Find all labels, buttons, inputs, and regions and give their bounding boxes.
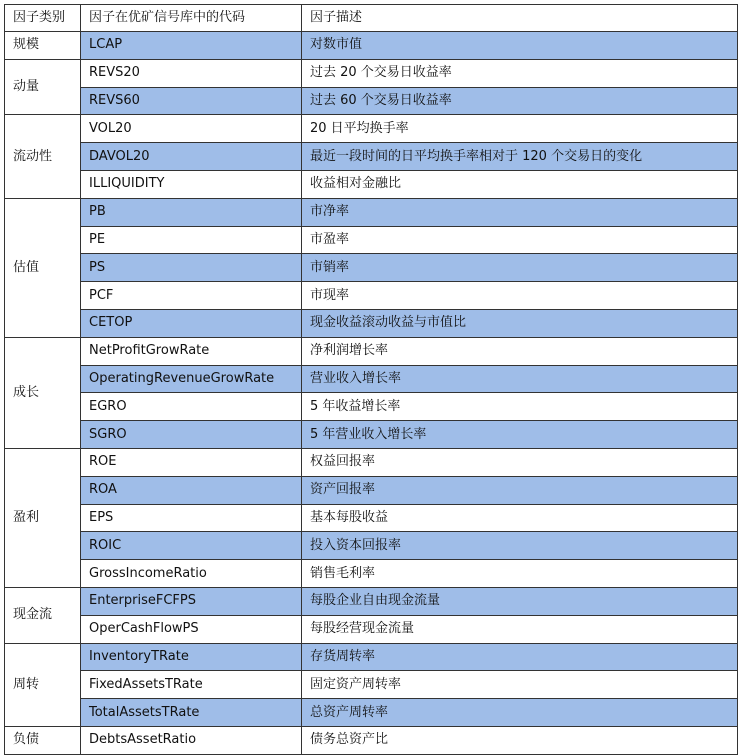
factor-description-cell: 存货周转率 bbox=[302, 643, 738, 671]
table-row bbox=[5, 226, 738, 254]
table-row bbox=[5, 170, 738, 198]
category-cell: 周转 bbox=[5, 643, 81, 726]
factor-description-cell: 营业收入增长率 bbox=[302, 365, 738, 393]
factor-code-cell: SGRO bbox=[81, 421, 302, 449]
factor-code-cell: CETOP bbox=[81, 309, 302, 337]
category-cell: 成长 bbox=[5, 337, 81, 448]
factor-description-cell: 债务总资产比 bbox=[302, 726, 738, 754]
factor-code-cell: PB bbox=[81, 198, 302, 226]
factor-code-cell: EGRO bbox=[81, 393, 302, 421]
table-row bbox=[5, 59, 738, 87]
factor-code-cell: LCAP bbox=[81, 32, 302, 60]
factor-description-cell: 净利润增长率 bbox=[302, 337, 738, 365]
factor-description-cell: 市现率 bbox=[302, 282, 738, 310]
factor-code-cell: EnterpriseFCFPS bbox=[81, 587, 302, 615]
table-row bbox=[5, 254, 738, 282]
category-cell: 负债 bbox=[5, 726, 81, 754]
table-row bbox=[5, 143, 738, 171]
factor-code-cell: OperCashFlowPS bbox=[81, 615, 302, 643]
factor-description-cell: 过去 20 个交易日收益率 bbox=[302, 59, 738, 87]
factor-code-cell: GrossIncomeRatio bbox=[81, 560, 302, 588]
table-row bbox=[5, 87, 738, 115]
factor-description-cell: 总资产周转率 bbox=[302, 699, 738, 727]
header-code: 因子在优矿信号库中的代码 bbox=[81, 5, 302, 32]
factor-code-cell: ILLIQUIDITY bbox=[81, 170, 302, 198]
factor-code-cell: PE bbox=[81, 226, 302, 254]
category-cell: 盈利 bbox=[5, 448, 81, 587]
factor-code-cell: ROIC bbox=[81, 532, 302, 560]
category-cell: 现金流 bbox=[5, 587, 81, 643]
factor-description-cell: 过去 60 个交易日收益率 bbox=[302, 87, 738, 115]
table-row bbox=[5, 198, 738, 226]
header-description: 因子描述 bbox=[302, 5, 738, 32]
table-row bbox=[5, 115, 738, 143]
factor-code-cell: InventoryTRate bbox=[81, 643, 302, 671]
factor-code-cell: EPS bbox=[81, 504, 302, 532]
header-row bbox=[5, 5, 738, 32]
factor-description-cell: 市销率 bbox=[302, 254, 738, 282]
factor-code-cell: TotalAssetsTRate bbox=[81, 699, 302, 727]
factor-code-cell: ROE bbox=[81, 448, 302, 476]
table-row bbox=[5, 337, 738, 365]
table-row bbox=[5, 587, 738, 615]
factor-code-cell: REVS20 bbox=[81, 59, 302, 87]
category-cell: 流动性 bbox=[5, 115, 81, 198]
table-row bbox=[5, 365, 738, 393]
table-row bbox=[5, 309, 738, 337]
factor-code-cell: REVS60 bbox=[81, 87, 302, 115]
table-row bbox=[5, 476, 738, 504]
factor-description-cell: 资产回报率 bbox=[302, 476, 738, 504]
factor-code-cell: OperatingRevenueGrowRate bbox=[81, 365, 302, 393]
table-row bbox=[5, 504, 738, 532]
table-row bbox=[5, 726, 738, 754]
table-body bbox=[5, 32, 738, 755]
factor-description-cell: 销售毛利率 bbox=[302, 560, 738, 588]
factor-description-cell: 5 年收益增长率 bbox=[302, 393, 738, 421]
table-row bbox=[5, 615, 738, 643]
factor-description-cell: 每股经营现金流量 bbox=[302, 615, 738, 643]
factor-table bbox=[4, 4, 738, 755]
factor-code-cell: DAVOL20 bbox=[81, 143, 302, 171]
factor-code-cell: ROA bbox=[81, 476, 302, 504]
factor-code-cell: VOL20 bbox=[81, 115, 302, 143]
factor-description-cell: 固定资产周转率 bbox=[302, 671, 738, 699]
table-row bbox=[5, 532, 738, 560]
factor-code-cell: DebtsAssetRatio bbox=[81, 726, 302, 754]
factor-code-cell: PCF bbox=[81, 282, 302, 310]
factor-description-cell: 5 年营业收入增长率 bbox=[302, 421, 738, 449]
factor-description-cell: 对数市值 bbox=[302, 32, 738, 60]
table-row bbox=[5, 671, 738, 699]
factor-description-cell: 市净率 bbox=[302, 198, 738, 226]
factor-code-cell: PS bbox=[81, 254, 302, 282]
table-row bbox=[5, 699, 738, 727]
factor-description-cell: 20 日平均换手率 bbox=[302, 115, 738, 143]
factor-code-cell: FixedAssetsTRate bbox=[81, 671, 302, 699]
factor-description-cell: 现金收益滚动收益与市值比 bbox=[302, 309, 738, 337]
table-row bbox=[5, 421, 738, 449]
header-category: 因子类别 bbox=[5, 5, 81, 32]
factor-description-cell: 收益相对金融比 bbox=[302, 170, 738, 198]
factor-description-cell: 投入资本回报率 bbox=[302, 532, 738, 560]
category-cell: 动量 bbox=[5, 59, 81, 115]
table-row bbox=[5, 393, 738, 421]
factor-description-cell: 最近一段时间的日平均换手率相对于 120 个交易日的变化 bbox=[302, 143, 738, 171]
category-cell: 规模 bbox=[5, 32, 81, 60]
factor-description-cell: 市盈率 bbox=[302, 226, 738, 254]
factor-code-cell: NetProfitGrowRate bbox=[81, 337, 302, 365]
table-row bbox=[5, 448, 738, 476]
table-row bbox=[5, 32, 738, 60]
table-row bbox=[5, 643, 738, 671]
category-cell: 估值 bbox=[5, 198, 81, 337]
factor-description-cell: 每股企业自由现金流量 bbox=[302, 587, 738, 615]
table-row bbox=[5, 560, 738, 588]
factor-description-cell: 权益回报率 bbox=[302, 448, 738, 476]
table-row bbox=[5, 282, 738, 310]
factor-description-cell: 基本每股收益 bbox=[302, 504, 738, 532]
